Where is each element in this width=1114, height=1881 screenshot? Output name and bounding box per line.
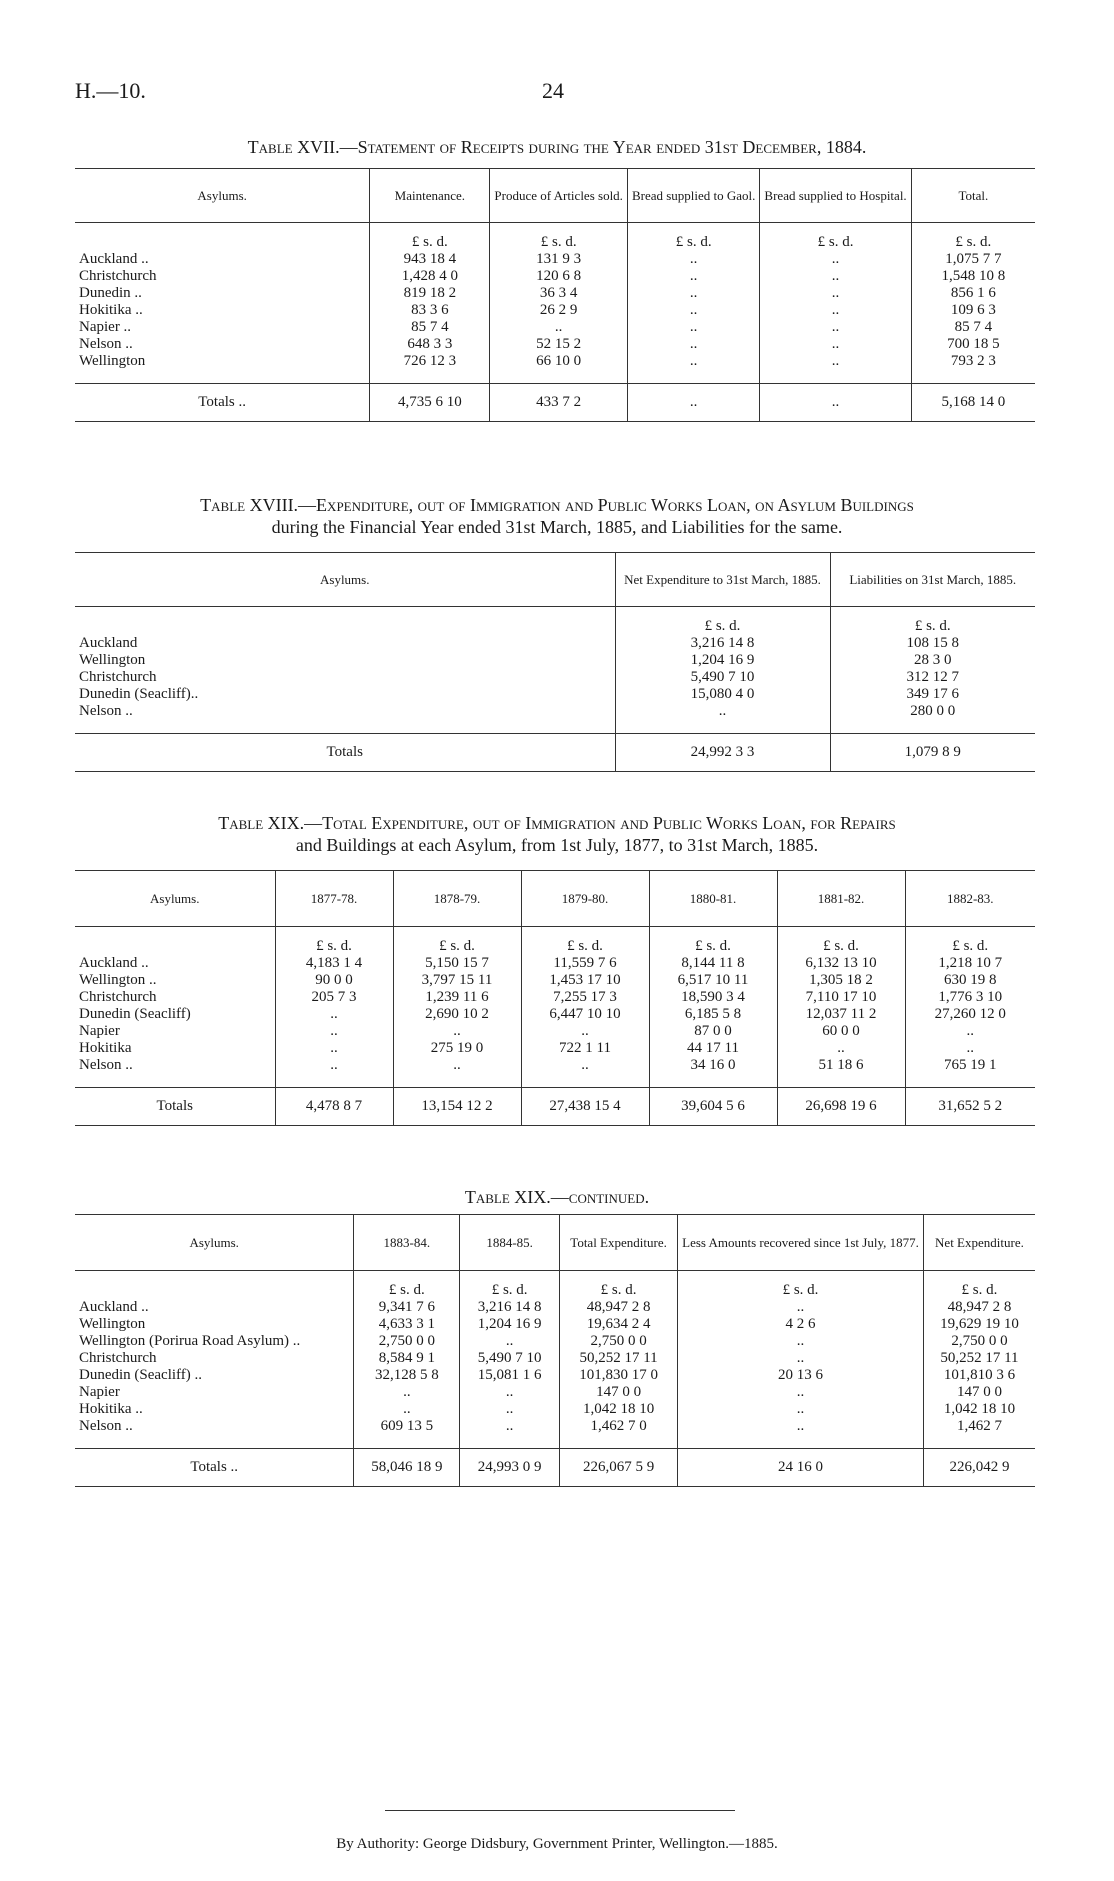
amount-cell: 52 15 2: [490, 336, 628, 353]
amount-cell: ..: [760, 285, 911, 302]
amount-cell: ..: [760, 336, 911, 353]
amount-cell: ..: [354, 1401, 460, 1418]
amount-cell: 700 18 5: [911, 336, 1035, 353]
table-row: [75, 635, 1035, 652]
amount-cell: 15,080 4 0: [615, 686, 830, 703]
amount-cell: ..: [521, 1057, 649, 1074]
asylum-name: Wellington ..: [79, 971, 157, 988]
amount-cell: 147 0 0: [559, 1384, 677, 1401]
units-row: [75, 927, 1035, 955]
amount-cell: 34 16 0: [649, 1057, 777, 1074]
units-row: [75, 607, 1035, 635]
asylum-name: Wellington: [79, 1315, 146, 1332]
spacer-cell: [460, 1435, 560, 1449]
spacer-cell: [911, 370, 1035, 384]
amount-cell: 50,252 17 11: [559, 1350, 677, 1367]
asylum-name: Hokitika ..: [79, 1400, 143, 1417]
total-cell: 4,478 8 7: [275, 1088, 393, 1126]
asylum-name: Auckland ..: [79, 250, 149, 267]
col-header: 1879-80.: [521, 871, 649, 927]
amount-cell: 5,490 7 10: [615, 669, 830, 686]
amount-cell: 726 12 3: [370, 353, 490, 370]
total-cell: ..: [627, 384, 759, 422]
amount-cell: 32,128 5 8: [354, 1367, 460, 1384]
amount-cell: 20 13 6: [678, 1367, 924, 1384]
totals-label: Totals ..: [75, 384, 370, 422]
units-spacer: [75, 927, 275, 955]
amount-cell: 28 3 0: [830, 652, 1035, 669]
asylum-name: Dunedin ..: [79, 284, 142, 301]
amount-cell: 101,810 3 6: [923, 1367, 1035, 1384]
amount-cell: ..: [460, 1401, 560, 1418]
table-row: [75, 703, 1035, 720]
amount-cell: ..: [275, 1023, 393, 1040]
table-row: [75, 285, 1035, 302]
amount-cell: 48,947 2 8: [559, 1299, 677, 1316]
amount-cell: 60 0 0: [777, 1023, 905, 1040]
spacer-cell: [521, 1074, 649, 1088]
table-row: [75, 1023, 1035, 1040]
units-label: £ s. d.: [559, 1271, 677, 1299]
spacer-cell: [75, 1435, 354, 1449]
total-cell: 24 16 0: [678, 1449, 924, 1487]
col-header: Total.: [911, 169, 1035, 223]
amount-cell: 3,216 14 8: [615, 635, 830, 652]
amount-cell: ..: [275, 1040, 393, 1057]
amount-cell: 1,462 7 0: [559, 1418, 677, 1435]
spacer-cell: [678, 1435, 924, 1449]
units-row: [75, 1271, 1035, 1299]
table-18: [75, 552, 1035, 772]
amount-cell: 1,204 16 9: [615, 652, 830, 669]
amount-cell: ..: [627, 302, 759, 319]
amount-cell: ..: [905, 1023, 1035, 1040]
col-header: 1878-79.: [393, 871, 521, 927]
footer-imprint: By Authority: George Didsbury, Government Printer, Wellington.—1885.: [336, 1836, 778, 1852]
spacer-cell: [75, 720, 615, 734]
amount-cell: 101,830 17 0: [559, 1367, 677, 1384]
amount-cell: 18,590 3 4: [649, 989, 777, 1006]
units-spacer: [75, 1271, 354, 1299]
table-row: [75, 972, 1035, 989]
spacer-cell: [275, 1074, 393, 1088]
amount-cell: 856 1 6: [911, 285, 1035, 302]
asylum-name: Wellington: [79, 352, 146, 369]
amount-cell: 7,110 17 10: [777, 989, 905, 1006]
asylum-name: Dunedin (Seacliff)..: [79, 685, 199, 702]
amount-cell: 205 7 3: [275, 989, 393, 1006]
spacer-cell: [354, 1435, 460, 1449]
table-row: [75, 1367, 1035, 1384]
amount-cell: ..: [760, 251, 911, 268]
asylum-name: Nelson ..: [79, 702, 133, 719]
amount-cell: 1,776 3 10: [905, 989, 1035, 1006]
units-label: £ s. d.: [354, 1271, 460, 1299]
amount-cell: 83 3 6: [370, 302, 490, 319]
asylum-name: Christchurch: [79, 1349, 157, 1366]
amount-cell: 66 10 0: [490, 353, 628, 370]
amount-cell: ..: [627, 268, 759, 285]
table-row: [75, 1299, 1035, 1316]
total-cell: ..: [760, 384, 911, 422]
units-label: £ s. d.: [777, 927, 905, 955]
asylum-name: Napier ..: [79, 318, 132, 335]
amount-cell: 147 0 0: [923, 1384, 1035, 1401]
amount-cell: ..: [627, 319, 759, 336]
amount-cell: ..: [760, 319, 911, 336]
asylum-name: Christchurch: [79, 267, 157, 284]
amount-cell: 2,690 10 2: [393, 1006, 521, 1023]
amount-cell: 1,548 10 8: [911, 268, 1035, 285]
amount-cell: 2,750 0 0: [923, 1333, 1035, 1350]
table-row: [75, 1057, 1035, 1074]
spacer-cell: [777, 1074, 905, 1088]
amount-cell: ..: [521, 1023, 649, 1040]
amount-cell: 8,584 9 1: [354, 1350, 460, 1367]
amount-cell: 131 9 3: [490, 251, 628, 268]
amount-cell: 2,750 0 0: [559, 1333, 677, 1350]
units-spacer: [75, 607, 615, 635]
col-header: Maintenance.: [370, 169, 490, 223]
units-label: £ s. d.: [905, 927, 1035, 955]
total-cell: 1,079 8 9: [830, 734, 1035, 772]
total-cell: 24,993 0 9: [460, 1449, 560, 1487]
spacer-row: [75, 720, 1035, 734]
col-header: Less Amounts recovered since 1st July, 1877.: [678, 1215, 924, 1271]
amount-cell: ..: [490, 319, 628, 336]
amount-cell: 1,428 4 0: [370, 268, 490, 285]
table-row: [75, 1040, 1035, 1057]
table-17: [75, 168, 1035, 422]
amount-cell: 15,081 1 6: [460, 1367, 560, 1384]
units-label: £ s. d.: [615, 607, 830, 635]
amount-cell: 4 2 6: [678, 1316, 924, 1333]
units-label: £ s. d.: [490, 223, 628, 251]
col-header: 1877-78.: [275, 871, 393, 927]
amount-cell: ..: [460, 1333, 560, 1350]
total-cell: 226,042 9: [923, 1449, 1035, 1487]
col-header: Bread supplied to Hospital.: [760, 169, 911, 223]
asylum-name: Auckland: [79, 634, 138, 651]
amount-cell: ..: [760, 268, 911, 285]
amount-cell: ..: [760, 353, 911, 370]
table-row: [75, 1316, 1035, 1333]
amount-cell: 6,517 10 11: [649, 972, 777, 989]
amount-cell: ..: [678, 1333, 924, 1350]
units-label: £ s. d.: [678, 1271, 924, 1299]
total-cell: 226,067 5 9: [559, 1449, 677, 1487]
total-cell: 4,735 6 10: [370, 384, 490, 422]
amount-cell: ..: [393, 1057, 521, 1074]
amount-cell: 793 2 3: [911, 353, 1035, 370]
units-label: £ s. d.: [627, 223, 759, 251]
col-header: 1883-84.: [354, 1215, 460, 1271]
amount-cell: ..: [627, 285, 759, 302]
totals-label: Totals: [75, 734, 615, 772]
table-17-title: Table XVII.—Statement of Receipts during the Year ended 31st December, 1884.: [247, 137, 867, 157]
col-header: Bread supplied to Gaol.: [627, 169, 759, 223]
amount-cell: ..: [275, 1006, 393, 1023]
amount-cell: 943 18 4: [370, 251, 490, 268]
spacer-cell: [830, 720, 1035, 734]
asylum-name: Napier: [79, 1022, 120, 1039]
spacer-cell: [75, 1074, 275, 1088]
asylum-name: Wellington (Porirua Road Asylum) ..: [79, 1332, 301, 1349]
spacer-cell: [490, 370, 628, 384]
table-19-continued-title: Table XIX.—continued.: [464, 1187, 650, 1207]
table-row: [75, 652, 1035, 669]
amount-cell: 1,042 18 10: [559, 1401, 677, 1418]
amount-cell: 120 6 8: [490, 268, 628, 285]
asylum-name: Nelson ..: [79, 1417, 133, 1434]
col-header: Asylums.: [75, 1215, 354, 1271]
total-cell: 13,154 12 2: [393, 1088, 521, 1126]
amount-cell: 108 15 8: [830, 635, 1035, 652]
amount-cell: 312 12 7: [830, 669, 1035, 686]
amount-cell: 630 19 8: [905, 972, 1035, 989]
amount-cell: 85 7 4: [370, 319, 490, 336]
amount-cell: ..: [460, 1418, 560, 1435]
asylum-name: Christchurch: [79, 668, 157, 685]
table-row: [75, 336, 1035, 353]
amount-cell: 1,462 7: [923, 1418, 1035, 1435]
amount-cell: 36 3 4: [490, 285, 628, 302]
units-label: £ s. d.: [649, 927, 777, 955]
spacer-cell: [615, 720, 830, 734]
table-row: [75, 268, 1035, 285]
amount-cell: 9,341 7 6: [354, 1299, 460, 1316]
amount-cell: 3,797 15 11: [393, 972, 521, 989]
units-label: £ s. d.: [830, 607, 1035, 635]
asylum-name: Auckland ..: [79, 954, 149, 971]
spacer-cell: [393, 1074, 521, 1088]
asylum-name: Christchurch: [79, 988, 157, 1005]
spacer-cell: [559, 1435, 677, 1449]
asylum-name: Hokitika ..: [79, 301, 143, 318]
totals-row: [75, 1088, 1035, 1126]
amount-cell: 1,218 10 7: [905, 955, 1035, 972]
amount-cell: ..: [905, 1040, 1035, 1057]
amount-cell: 109 6 3: [911, 302, 1035, 319]
total-cell: 433 7 2: [490, 384, 628, 422]
amount-cell: ..: [760, 302, 911, 319]
amount-cell: ..: [354, 1384, 460, 1401]
amount-cell: 87 0 0: [649, 1023, 777, 1040]
amount-cell: 19,634 2 4: [559, 1316, 677, 1333]
amount-cell: 819 18 2: [370, 285, 490, 302]
units-label: £ s. d.: [275, 927, 393, 955]
amount-cell: 1,453 17 10: [521, 972, 649, 989]
table-row: [75, 1401, 1035, 1418]
amount-cell: 4,633 3 1: [354, 1316, 460, 1333]
amount-cell: ..: [627, 336, 759, 353]
amount-cell: ..: [393, 1023, 521, 1040]
amount-cell: 51 18 6: [777, 1057, 905, 1074]
table-19-title-line2: and Buildings at each Asylum, from 1st July, 1877, to 31st March, 1885.: [295, 835, 819, 855]
table-row: [75, 955, 1035, 972]
amount-cell: ..: [627, 251, 759, 268]
table-row: [75, 353, 1035, 370]
spacer-cell: [760, 370, 911, 384]
col-header: 1884-85.: [460, 1215, 560, 1271]
amount-cell: 12,037 11 2: [777, 1006, 905, 1023]
units-label: £ s. d.: [521, 927, 649, 955]
amount-cell: 2,750 0 0: [354, 1333, 460, 1350]
document-reference: H.—10.: [75, 78, 146, 103]
amount-cell: 5,150 15 7: [393, 955, 521, 972]
table-row: [75, 1333, 1035, 1350]
amount-cell: 6,132 13 10: [777, 955, 905, 972]
amount-cell: ..: [460, 1384, 560, 1401]
asylum-name: Hokitika: [79, 1039, 132, 1056]
table-19-continued: [75, 1214, 1035, 1487]
amount-cell: 4,183 1 4: [275, 955, 393, 972]
amount-cell: 3,216 14 8: [460, 1299, 560, 1316]
totals-row: [75, 384, 1035, 422]
col-header: Liabilities on 31st March, 1885.: [830, 553, 1035, 607]
amount-cell: ..: [678, 1299, 924, 1316]
amount-cell: ..: [627, 353, 759, 370]
amount-cell: ..: [678, 1350, 924, 1367]
amount-cell: 1,204 16 9: [460, 1316, 560, 1333]
amount-cell: ..: [275, 1057, 393, 1074]
asylum-name: Nelson ..: [79, 335, 133, 352]
table-row: [75, 251, 1035, 268]
col-header: 1882-83.: [905, 871, 1035, 927]
table-19: [75, 870, 1035, 1126]
spacer-cell: [649, 1074, 777, 1088]
amount-cell: 48,947 2 8: [923, 1299, 1035, 1316]
units-label: £ s. d.: [460, 1271, 560, 1299]
col-header: Asylums.: [75, 871, 275, 927]
units-label: £ s. d.: [760, 223, 911, 251]
spacer-row: [75, 1435, 1035, 1449]
table-row: [75, 1384, 1035, 1401]
total-cell: 31,652 5 2: [905, 1088, 1035, 1126]
table-19-title-line1: Table XIX.—Total Expenditure, out of Immigration and Public Works Loan, for Repairs: [218, 813, 896, 833]
amount-cell: 1,305 18 2: [777, 972, 905, 989]
amount-cell: 50,252 17 11: [923, 1350, 1035, 1367]
amount-cell: 722 1 11: [521, 1040, 649, 1057]
col-header: Net Expenditure.: [923, 1215, 1035, 1271]
table-row: [75, 1350, 1035, 1367]
amount-cell: ..: [777, 1040, 905, 1057]
amount-cell: 85 7 4: [911, 319, 1035, 336]
total-cell: 5,168 14 0: [911, 384, 1035, 422]
units-spacer: [75, 223, 370, 251]
amount-cell: ..: [615, 703, 830, 720]
table-18-title-line1: Table XVIII.—Expenditure, out of Immigration and Public Works Loan, on Asylum Buildings: [200, 495, 914, 515]
amount-cell: 90 0 0: [275, 972, 393, 989]
total-cell: 58,046 18 9: [354, 1449, 460, 1487]
table-row: [75, 989, 1035, 1006]
spacer-cell: [905, 1074, 1035, 1088]
units-label: £ s. d.: [911, 223, 1035, 251]
total-cell: 24,992 3 3: [615, 734, 830, 772]
amount-cell: 26 2 9: [490, 302, 628, 319]
col-header: 1880-81.: [649, 871, 777, 927]
amount-cell: 280 0 0: [830, 703, 1035, 720]
amount-cell: 349 17 6: [830, 686, 1035, 703]
asylum-name: Dunedin (Seacliff) ..: [79, 1366, 203, 1383]
col-header: Produce of Articles sold.: [490, 169, 628, 223]
amount-cell: ..: [678, 1401, 924, 1418]
spacer-cell: [75, 370, 370, 384]
units-label: £ s. d.: [923, 1271, 1035, 1299]
amount-cell: 1,239 11 6: [393, 989, 521, 1006]
amount-cell: 8,144 11 8: [649, 955, 777, 972]
total-cell: 26,698 19 6: [777, 1088, 905, 1126]
amount-cell: 19,629 19 10: [923, 1316, 1035, 1333]
amount-cell: ..: [678, 1418, 924, 1435]
table-row: [75, 669, 1035, 686]
asylum-name: Nelson ..: [79, 1056, 133, 1073]
spacer-cell: [370, 370, 490, 384]
spacer-row: [75, 1074, 1035, 1088]
table-row: [75, 1006, 1035, 1023]
table-row: [75, 319, 1035, 336]
amount-cell: 44 17 11: [649, 1040, 777, 1057]
totals-row: [75, 734, 1035, 772]
asylum-name: Wellington: [79, 651, 146, 668]
table-row: [75, 1418, 1035, 1435]
amount-cell: 6,185 5 8: [649, 1006, 777, 1023]
amount-cell: 609 13 5: [354, 1418, 460, 1435]
amount-cell: 27,260 12 0: [905, 1006, 1035, 1023]
amount-cell: ..: [678, 1384, 924, 1401]
table-row: [75, 302, 1035, 319]
total-cell: 27,438 15 4: [521, 1088, 649, 1126]
amount-cell: 11,559 7 6: [521, 955, 649, 972]
col-header: Asylums.: [75, 169, 370, 223]
amount-cell: 648 3 3: [370, 336, 490, 353]
totals-row: [75, 1449, 1035, 1487]
totals-label: Totals: [75, 1088, 275, 1126]
asylum-name: Auckland ..: [79, 1298, 149, 1315]
footer-rule: [385, 1810, 735, 1811]
asylum-name: Dunedin (Seacliff): [79, 1005, 191, 1022]
amount-cell: 275 19 0: [393, 1040, 521, 1057]
units-label: £ s. d.: [393, 927, 521, 955]
col-header: Net Expenditure to 31st March, 1885.: [615, 553, 830, 607]
amount-cell: 7,255 17 3: [521, 989, 649, 1006]
amount-cell: 5,490 7 10: [460, 1350, 560, 1367]
units-label: £ s. d.: [370, 223, 490, 251]
page-number: 24: [542, 78, 564, 103]
col-header: Total Expenditure.: [559, 1215, 677, 1271]
spacer-cell: [923, 1435, 1035, 1449]
totals-label: Totals ..: [75, 1449, 354, 1487]
table-18-title-line2: during the Financial Year ended 31st March, 1885, and Liabilities for the same.: [271, 517, 843, 537]
asylum-name: Napier: [79, 1383, 120, 1400]
amount-cell: 1,042 18 10: [923, 1401, 1035, 1418]
units-row: [75, 223, 1035, 251]
amount-cell: 765 19 1: [905, 1057, 1035, 1074]
amount-cell: 6,447 10 10: [521, 1006, 649, 1023]
total-cell: 39,604 5 6: [649, 1088, 777, 1126]
col-header: Asylums.: [75, 553, 615, 607]
spacer-cell: [627, 370, 759, 384]
amount-cell: 1,075 7 7: [911, 251, 1035, 268]
spacer-row: [75, 370, 1035, 384]
col-header: 1881-82.: [777, 871, 905, 927]
table-row: [75, 686, 1035, 703]
